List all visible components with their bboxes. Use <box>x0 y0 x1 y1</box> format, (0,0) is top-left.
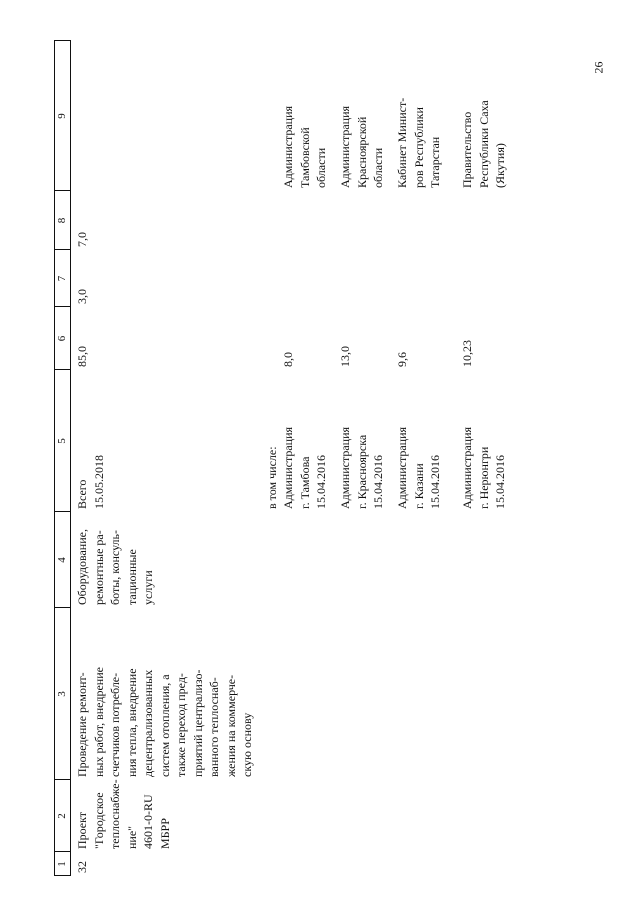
org-tambov: Администрация Тамбовской области <box>281 105 328 188</box>
including-label: в том числе: <box>265 446 279 509</box>
value-tambov: 8,0 <box>281 352 295 367</box>
total-value-col6: 85,0 <box>75 346 89 367</box>
header-col-6: 6 <box>56 335 68 342</box>
table-sheet <box>54 40 640 876</box>
table-top-border <box>54 40 55 876</box>
value-kazan: 9,6 <box>395 352 409 367</box>
header-col-2: 2 <box>56 813 68 819</box>
org-kazan: Кабинет Минист- ров Республики Татарстан <box>395 97 442 188</box>
goods-services: Оборудование, ремонтные ра- боты, консуль- тационные услуги <box>75 529 155 605</box>
recipient-neryungri: Администрация г. Нерюнгри 15.04.2016 <box>460 426 507 509</box>
value-neryungri: 10,23 <box>460 340 474 367</box>
header-col-9: 9 <box>56 113 68 119</box>
header-col-4: 4 <box>56 557 68 563</box>
row-number: 32 <box>75 861 89 873</box>
activities-description: Проведение ремонт- ных работ, внедрение счетчиков потребле- ния тепла, внедрение децентрализованных систем отопления, а также переход пред- приятий централизо- ванного теплоснаб- жения на коммерче- скую основу <box>75 667 254 777</box>
header-col-3: 3 <box>56 691 68 697</box>
project-name: Проект "Городское теплоснабже- ние" 4601-0-RU МБРР <box>75 779 172 849</box>
recipient-krasnoyarsk: Администрация г. Красноярска 15.04.2016 <box>338 426 385 509</box>
page-number: 26 <box>591 61 606 74</box>
header-col-7: 7 <box>56 275 68 282</box>
recipient-kazan: Администрация г. Казани 15.04.2016 <box>395 426 442 509</box>
header-col-1: 1 <box>56 861 68 867</box>
org-neryungri: Правительство Республики Саха (Якутия) <box>460 100 507 188</box>
total-value-col7: 3,0 <box>75 289 89 304</box>
header-col-5: 5 <box>56 438 68 444</box>
total-label: Всего 15.05.2018 <box>75 455 106 509</box>
header-bottom-border <box>70 40 71 876</box>
total-value-col8: 7,0 <box>75 232 89 247</box>
value-krasnoyarsk: 13,0 <box>338 346 352 367</box>
recipient-tambov: Администрация г. Тамбова 15.04.2016 <box>281 426 328 509</box>
org-krasnoyarsk: Администрация Красноярской области <box>338 105 385 188</box>
header-col-8: 8 <box>56 217 68 224</box>
